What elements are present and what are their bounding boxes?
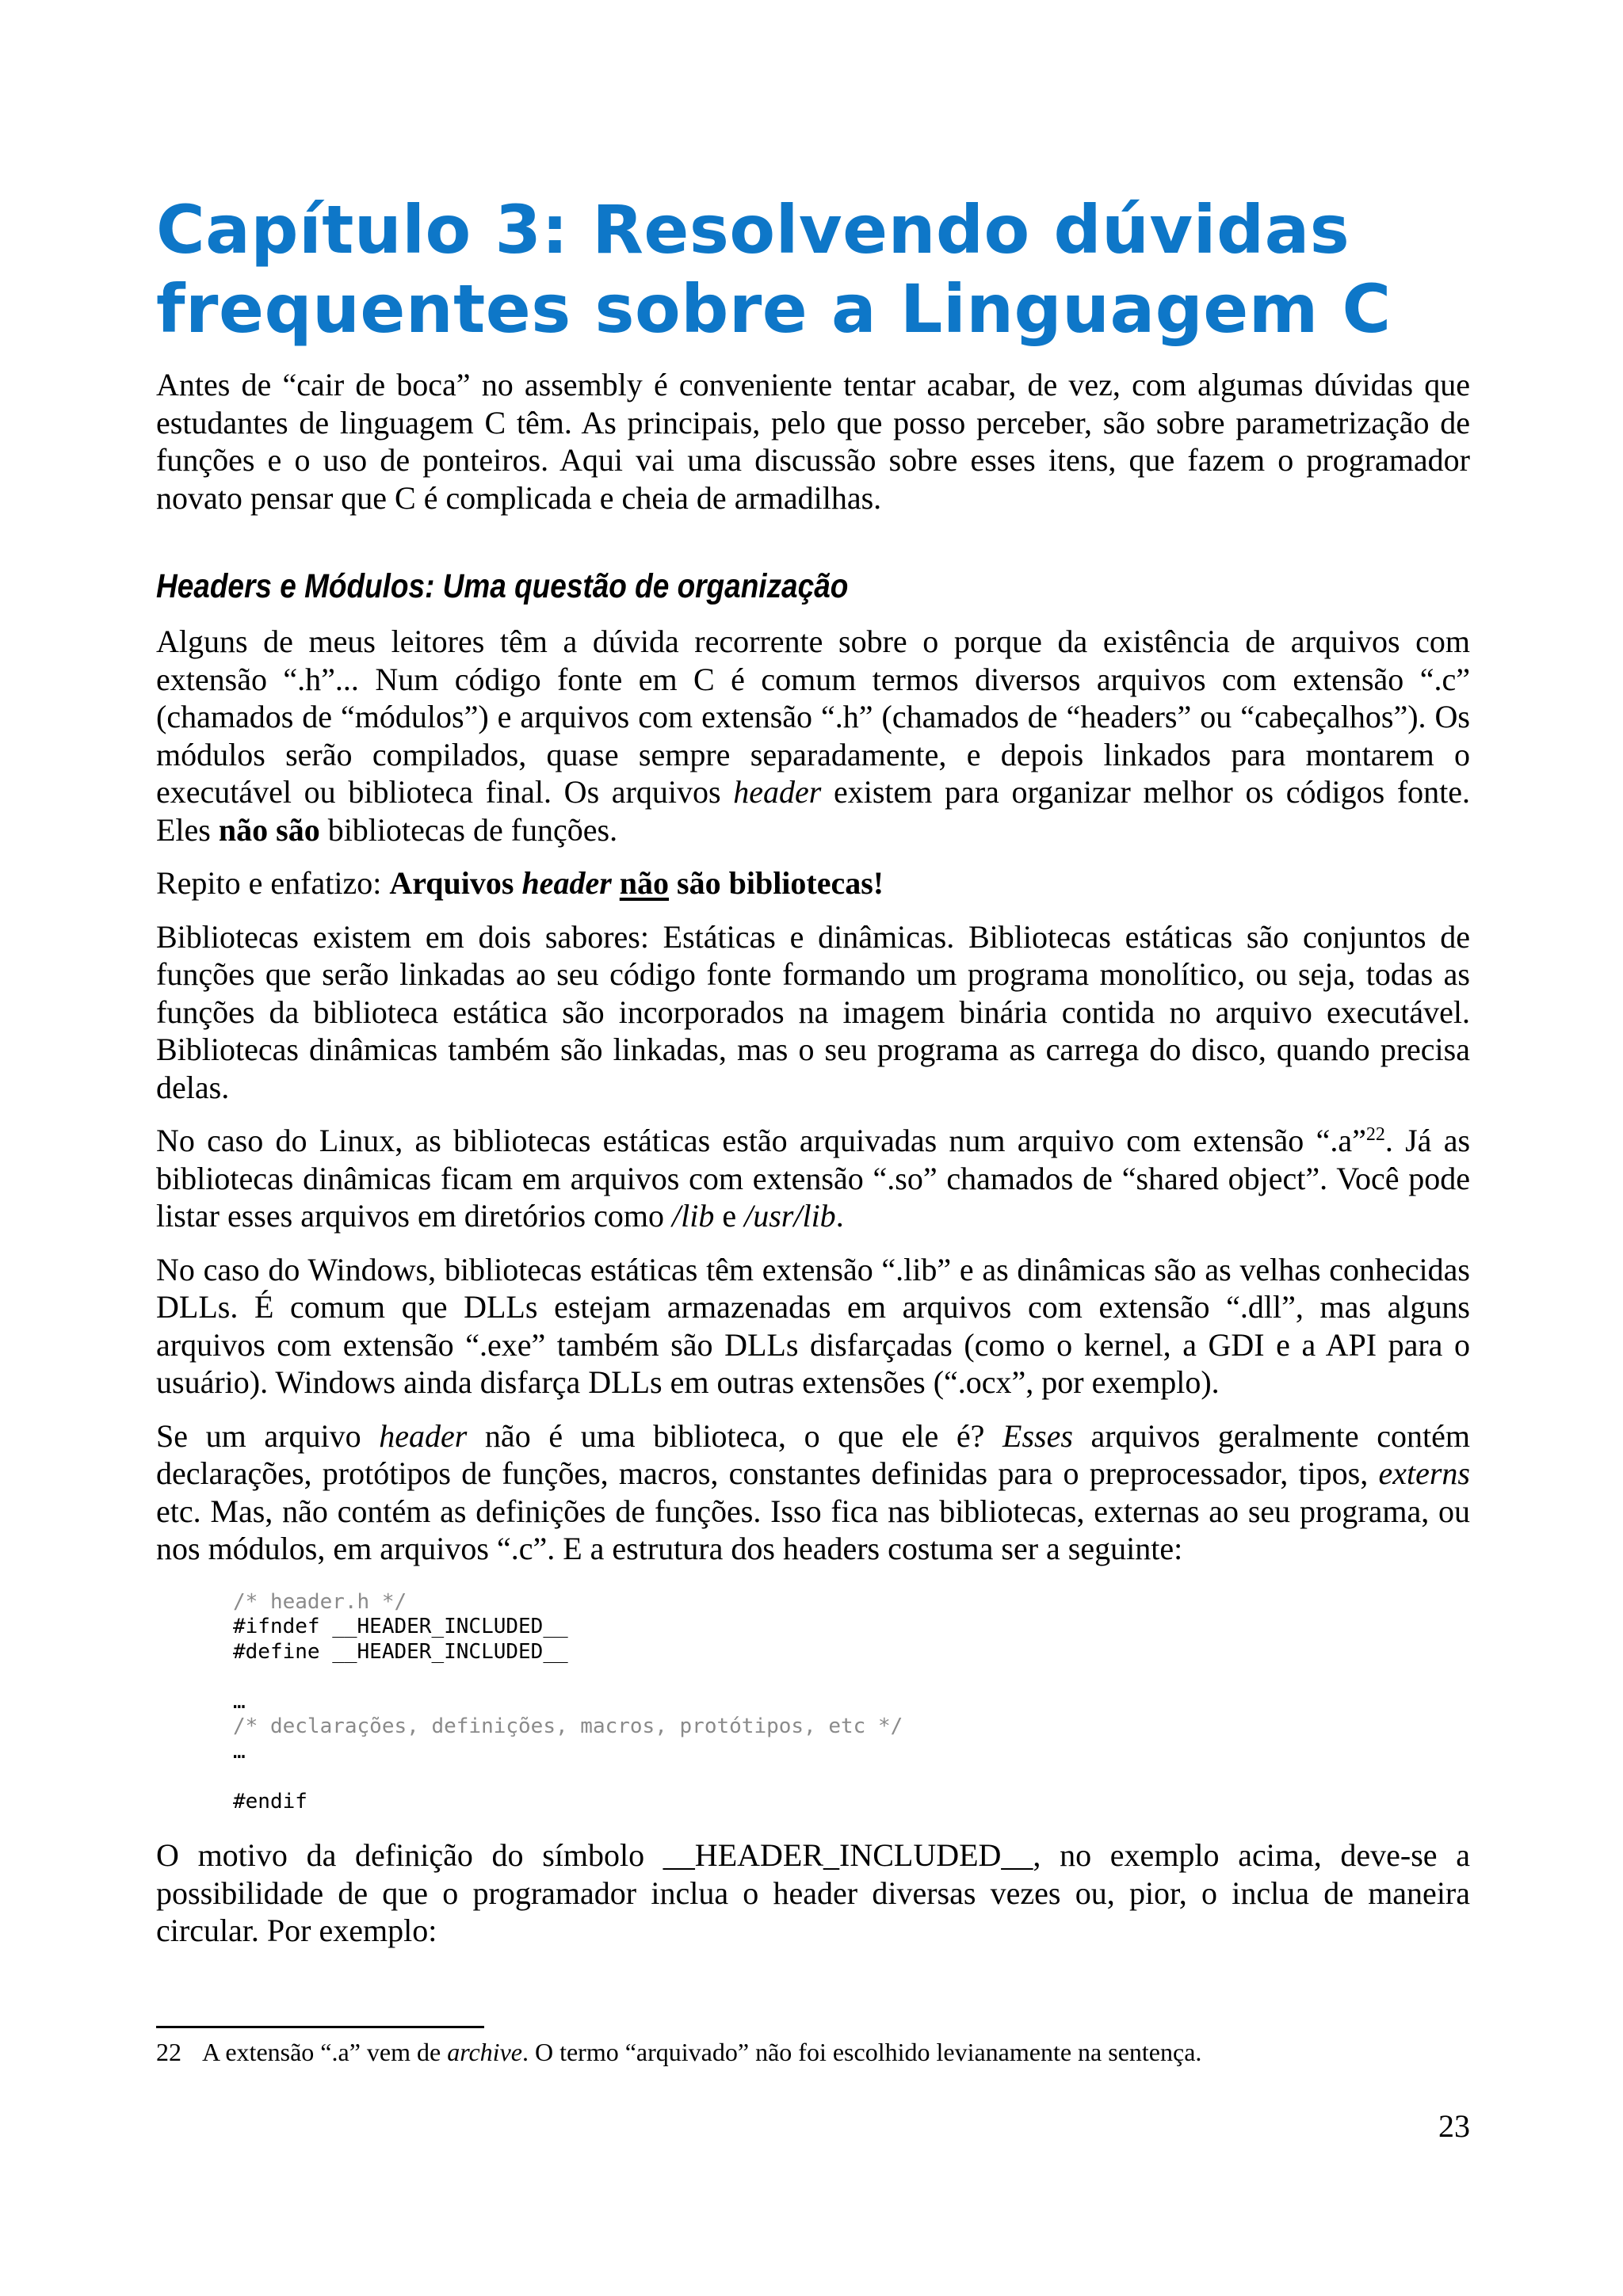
code-comment: /* header.h */ xyxy=(233,1589,407,1614)
paragraph-motivation: O motivo da definição do símbolo __HEADER_INCLUDED__, no exemplo acima, deve-se a possibilidade de que o programador inclua o header diversas vezes ou, pior, o inclua de maneira circular. Por exemplo: xyxy=(156,1837,1470,1948)
code-comment: /* declarações, definições, macros, protótipos, etc */ xyxy=(233,1714,903,1738)
text: existem para organizar melhor os códigos fonte. Eles xyxy=(156,774,1471,848)
chapter-title: Capítulo 3: Resolvendo dúvidas frequentes sobre a Linguagem C xyxy=(156,191,1392,348)
underlined-nao: não xyxy=(619,865,670,901)
text: são bibliotecas! xyxy=(669,865,884,901)
bold-statement xyxy=(389,865,884,901)
emphasis-esses: Esses xyxy=(1002,1417,1073,1454)
bold-nao-sao: não são xyxy=(218,811,320,848)
text: . Já as bibliotecas dinâmicas ficam em arquivos com extensão “.so” chamados de “shared object”. Você pode listar esses arquivos em diretórios como xyxy=(156,1123,1471,1234)
code-line: #ifndef __HEADER_INCLUDED__ xyxy=(233,1615,568,1638)
section-heading: Headers e Módulos: Uma questão de organização xyxy=(156,567,849,605)
emphasis-archive: archive xyxy=(447,2038,522,2066)
code-blank-line xyxy=(233,1764,1470,1790)
text: No caso do Linux, as bibliotecas estáticas estão arquivadas num arquivo com extensão “.a” xyxy=(156,1123,1366,1158)
text: Arquivos xyxy=(389,865,522,901)
code-line: #define __HEADER_INCLUDED__ xyxy=(233,1639,568,1664)
paragraph-windows: No caso do Windows, bibliotecas estáticas têm extensão “.lib” e as dinâmicas são as velhas conhecidas DLLs. É comum que DLLs estejam armazenadas em arquivos com extensão “.dll”, mas alguns arquivos com extensão “.exe” também são DLLs disfarçadas (como o kernel, a GDI e a API para o usuário). Windows ainda disfarça DLLs em outras extensões (“.ocx”, por exemplo). xyxy=(156,1251,1470,1400)
path-lib: /lib xyxy=(671,1198,715,1234)
text: etc. Mas, não contém as definições de funções. Isso fica nas bibliotecas, externas ao seu programa, ou nos módulos, em arquivos “.c”. E a estrutura dos headers costuma ser a seguinte: xyxy=(156,1493,1470,1566)
emphasis-header: header xyxy=(379,1417,468,1454)
paragraph-libraries: Bibliotecas existem em dois sabores: Estáticas e dinâmicas. Bibliotecas estáticas são conjuntos de funções que serão linkadas ao seu código fonte formando um programa monolítico, ou seja, todas as funções da biblioteca estática são incorporados na imagem binária contida no arquivo executável. Bibliotecas dinâmicas também são linkadas, mas o seu programa as carrega do disco, quando precisa delas. xyxy=(156,918,1470,1105)
code-blank-line xyxy=(233,1665,1470,1690)
paragraph-header-contents xyxy=(156,1417,1470,1568)
code-line: … xyxy=(233,1689,246,1714)
footnote-divider xyxy=(156,2026,484,2028)
page-content xyxy=(156,190,1470,1950)
code-line: … xyxy=(233,1739,246,1764)
text: Alguns de meus leitores têm a dúvida recorrente sobre o porque da existência de arquivos com extensão “.h”... Num código fonte em C é comum termos diversos arquivos com extensão “.c” (chamados de “módulos”) e arquivos com extensão “.h” (chamados de “headers” ou “cabeçalhos”). Os módulos serão compilados, quase sempre separadamente, e depois linkados para montarem o executável ou biblioteca final. Os arquivos xyxy=(156,624,1470,810)
intro-paragraph: Antes de “cair de boca” no assembly é conveniente tentar acabar, de vez, com algumas dúvidas que estudantes de linguagem C têm. As principais, pelo que posso perceber, são sobre parametrização de funções e o uso de ponteiros. Aqui vai uma discussão sobre esses itens, que fazem o programador novato pensar que C é complicada e cheia de armadilhas. xyxy=(156,367,1470,516)
paragraph-headers-modules xyxy=(156,623,1470,849)
text: A extensão “.a” vem de xyxy=(202,2038,448,2066)
emphasis-header: header xyxy=(733,774,822,810)
text: . xyxy=(835,1198,844,1234)
footnote xyxy=(156,2036,1470,2068)
emphasis-externs: externs xyxy=(1378,1455,1470,1491)
text: e xyxy=(714,1198,745,1234)
footnote-ref[interactable]: 22 xyxy=(1365,1124,1385,1145)
footnote-number: 22 xyxy=(156,2038,181,2066)
text: não é uma biblioteca, o que ele é? xyxy=(467,1417,1003,1454)
text: Repito e enfatizo: xyxy=(156,865,390,901)
text xyxy=(612,865,620,901)
emphasis-header: header xyxy=(521,865,612,901)
text: bibliotecas de funções. xyxy=(319,811,618,848)
text: . O termo “arquivado” não foi escolhido levianamente na sentença. xyxy=(521,2038,1202,2066)
text: Se um arquivo xyxy=(156,1417,380,1454)
path-usr-lib: /usr/lib xyxy=(744,1198,836,1234)
paragraph-linux xyxy=(156,1122,1470,1235)
code-block xyxy=(233,1590,1470,1815)
paragraph-emphasis xyxy=(156,864,1470,902)
page-number: 23 xyxy=(1438,2108,1470,2144)
code-line: #endif xyxy=(233,1789,307,1814)
text: arquivos geralmente contém declarações, protótipos de funções, macros, constantes definidas para o preprocessador, tipos, xyxy=(156,1417,1470,1491)
